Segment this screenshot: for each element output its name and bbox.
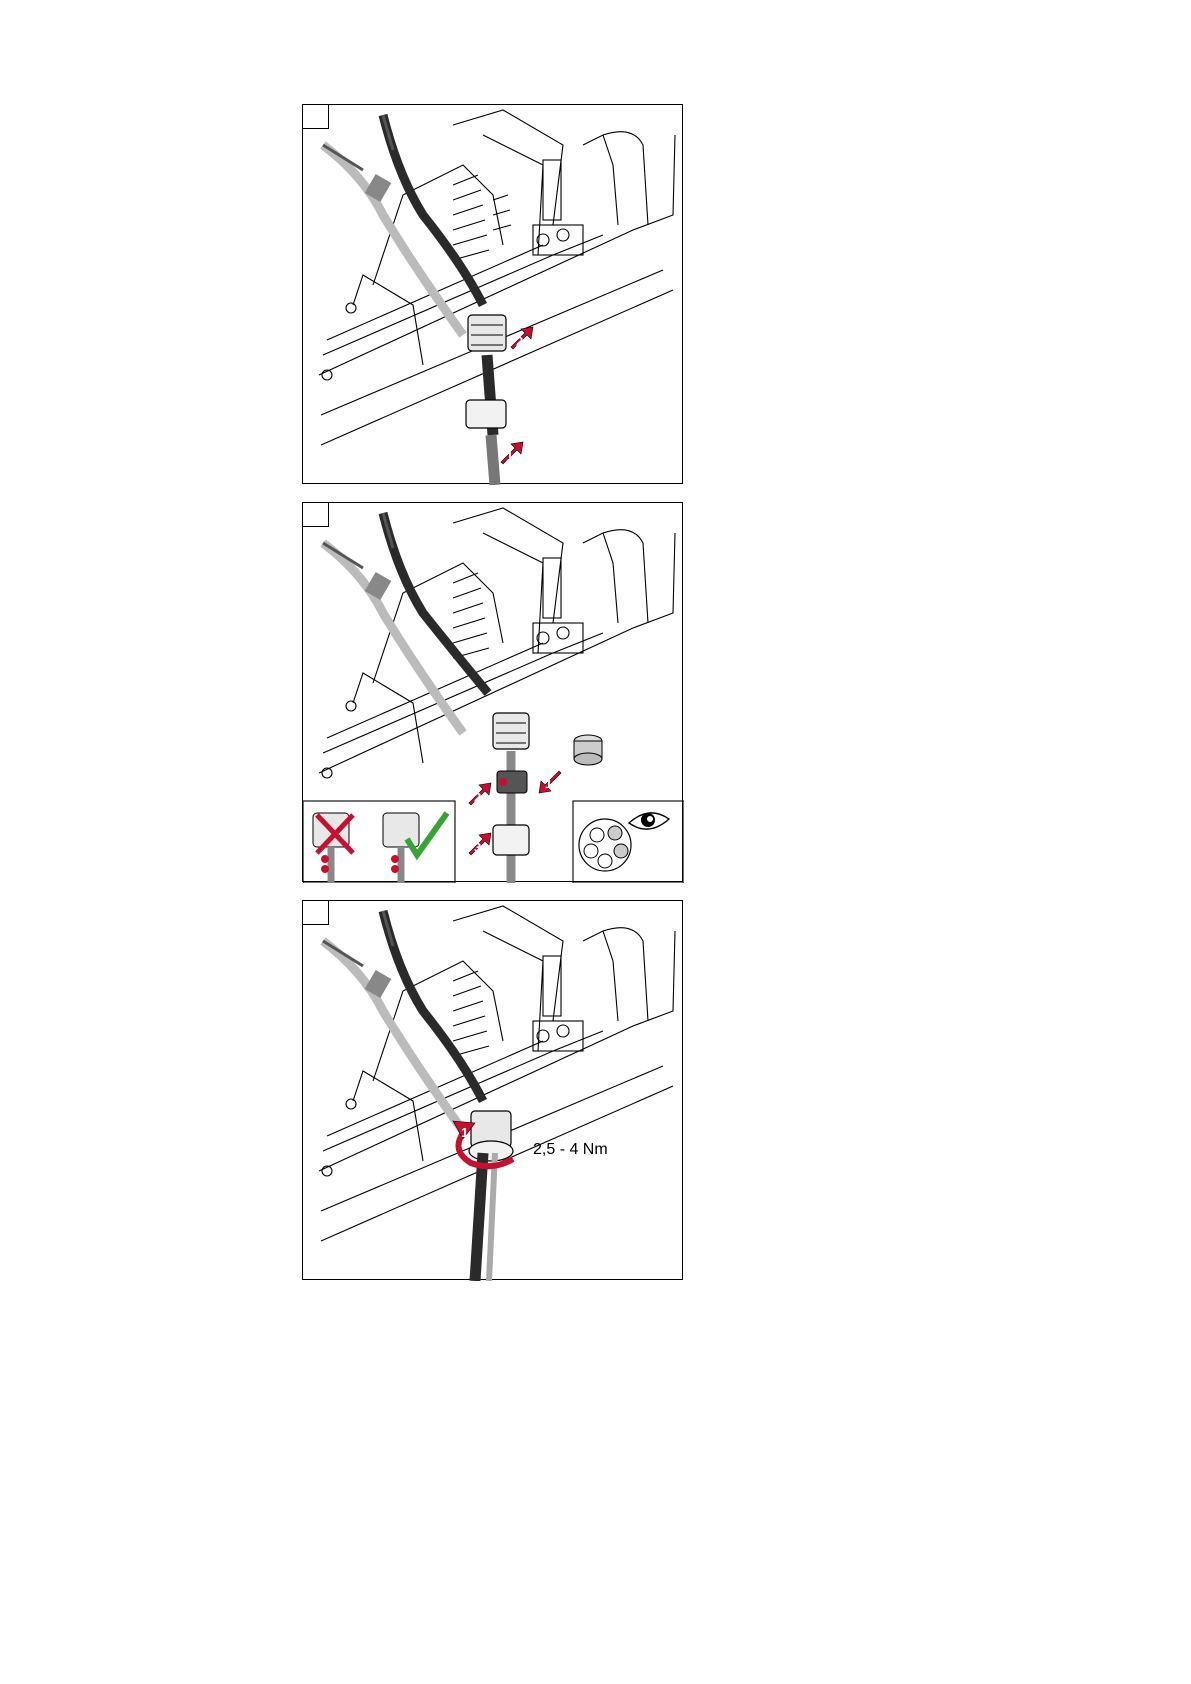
eye-icon bbox=[629, 813, 669, 829]
step-2-arrow-2 bbox=[469, 783, 491, 805]
step-1-arrow-1 bbox=[501, 442, 523, 464]
step-2-illustration bbox=[303, 503, 684, 883]
svg-text:2: 2 bbox=[474, 790, 482, 805]
step-2-panel bbox=[302, 502, 683, 882]
sealing-insert-icon bbox=[574, 735, 602, 765]
step-1-panel bbox=[302, 104, 683, 484]
step-1-arrow-2 bbox=[511, 327, 533, 349]
step-2-arrow-3 bbox=[469, 833, 491, 855]
step-3-illustration bbox=[303, 901, 684, 1281]
cable-gland-icon bbox=[468, 315, 506, 351]
svg-text:1: 1 bbox=[506, 449, 514, 464]
torque-label: 2,5 - 4 Nm bbox=[533, 1141, 608, 1158]
svg-text:1: 1 bbox=[545, 776, 553, 791]
step-1-illustration bbox=[303, 105, 684, 485]
svg-text:3: 3 bbox=[474, 840, 482, 855]
step-2-arrow-1 bbox=[539, 771, 561, 793]
svg-text:1: 1 bbox=[461, 1125, 469, 1140]
svg-text:2: 2 bbox=[516, 334, 524, 349]
step-3-panel bbox=[302, 900, 683, 1280]
